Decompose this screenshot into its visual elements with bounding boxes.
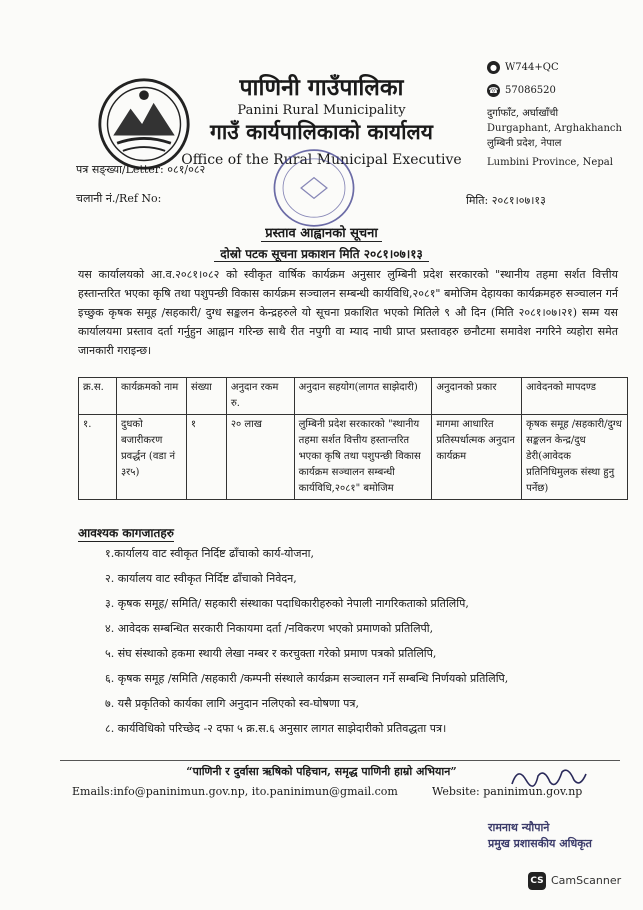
- list-item: ५. संघ संस्थाको हकमा स्थायी लेखा नम्बर र करचुक्ता गरेको प्रमाण पत्रको प्रतिलिपि,: [105, 647, 437, 660]
- footer-website: Website: paninimun.gov.np: [432, 785, 583, 798]
- municipality-name-en: Panini Rural Municipality: [237, 103, 406, 118]
- notice-title: [0, 223, 643, 241]
- list-item: ४. आवेदक सम्बन्धित सरकारी निकायमा दर्ता /नविकरण भएको प्रमाणको प्रतिलिपी,: [105, 622, 434, 635]
- footer-divider: [60, 760, 620, 761]
- document-date: मिति: २०८१।०७।१३: [466, 194, 546, 207]
- table-header-cell: संख्या: [186, 378, 226, 415]
- table-header-row: [79, 378, 628, 415]
- address-en: Durgaphant, Arghakhanch: [487, 123, 622, 134]
- requirements-list: [105, 546, 625, 746]
- list-item: ३. कृषक समूह/ समिति/ सहकारी संस्थाका पदाधिकारीहरुको नेपाली नागरिकताको प्रतिलिपि,: [105, 597, 469, 610]
- table-row: [79, 415, 628, 500]
- list-item: २. कार्यालय वाट स्वीकृत निर्दिष्ट ढाँचाको निवेदन,: [105, 572, 297, 585]
- list-item: १.कार्यालय वाट स्वीकृत निर्दिष्ट ढाँचाको कार्य-योजना,: [105, 547, 315, 560]
- camscanner-label: CamScanner: [551, 874, 622, 887]
- program-table: [78, 377, 628, 500]
- address-ne: दुर्गाफाँट, अर्घाखाँची: [487, 108, 559, 119]
- province-ne: लुम्बिनी प्रदेश, नेपाल: [487, 138, 562, 149]
- camscanner-watermark: [528, 872, 633, 900]
- signer-name: रामनाथ न्यौपाने: [488, 821, 550, 834]
- table-header-cell: अनुदानको प्रकार: [432, 378, 522, 415]
- notice-title-text: प्रस्ताव आह्वानको सूचना: [261, 226, 381, 242]
- signer-title: प्रमुख प्रशासकीय अधिकृत: [488, 837, 592, 850]
- office-name-ne: गाउँ कार्यपालिकाको कार्यालय: [210, 119, 433, 144]
- list-item: ८. कार्यविधिको परिच्छेद -२ दफा ५ क्र.स.६ अनुसार लागत साझेदारीको प्रतिवद्धता पत्र।: [105, 722, 447, 735]
- location-pin-icon: ●: [487, 61, 500, 74]
- notice-paragraph: यस कार्यालयको आ.व.२०८१।०८२ को स्वीकृत वार्षिक कार्यक्रम अनुसार लुम्बिनी प्रदेश सरकारको "स्थानीय तहमा सर्शत वित्तीय हस्तान्तरित भएका कृषि तथा पशुपन्छी विकास कार्यक्रम सञ्चालन सम्बन्धी कार्यविधि,२०८१" बमोजिम देहायका कार्यक्रमहरु सञ्चालन गर्न इच्छुक कृषक समूह /सहकारी/ दुग्ध सङ्कलन केन्द्रहरुले यो सूचना प्रकाशित भएको मितिले ९ औ दिन (मिति २०८१।०७।२१) सम्म यस कार्यालयमा प्रस्ताव दर्ता गर्नुहुन आह्वान गरिन्छ साथै रीत नपुगी वा म्याद नाघी प्राप्त प्रस्तावहरु छनौटमा समावेश नगरिने व्यहोरा समेत जानकारी गराइन्छ।: [78, 268, 618, 357]
- table-header-cell: कार्यक्रमको नाम: [116, 378, 186, 415]
- phone-icon: ☎: [488, 86, 499, 95]
- table-cell: मागमा आधारित प्रतिस्पर्धात्मक अनुदान कार्यक्रम: [432, 415, 522, 500]
- plus-code-text: W744+QC: [505, 62, 559, 73]
- table-header-cell: अनुदान रकम रु.: [226, 378, 294, 415]
- table-header-cell: आवेदनको मापदण्ड: [522, 378, 628, 415]
- municipality-name-ne: पाणिनी गाउँपालिका: [239, 74, 404, 101]
- table-cell: १: [186, 415, 226, 500]
- table-cell: १.: [79, 415, 117, 500]
- table-cell: लुम्बिनी प्रदेश सरकारको "स्थानीय तहमा सर्शत वित्तीय हस्तान्तरित भएका कृषि तथा पशुपन्छी विकास कार्यक्रम सञ्चालन सम्बन्धी कार्यविधि,२०८१" बमोजिम: [294, 415, 432, 500]
- table-header-cell: अनुदान सहयोग(लागत साझेदारी): [294, 378, 432, 415]
- footer-email: Emails:info@paninimun.gov.np, ito.paninimun@gmail.com: [72, 785, 398, 798]
- signature: [508, 762, 588, 794]
- notice-subtitle-text: दोस्रो पटक सूचना प्रकाशन मिति २०८१।०७।१३: [214, 247, 429, 262]
- contact-block: [487, 60, 622, 170]
- requirements-title: आवश्यक कागजातहरु: [78, 526, 174, 540]
- list-item: ६. कृषक समूह /समिति /सहकारी /कम्पनी संस्थाले कार्यक्रम सञ्चालन गर्ने सम्बन्धि निर्णयको प्रतिलिपि,: [105, 672, 509, 685]
- table-cell: दुधको बजारीकरण प्रवर्द्धन (वडा नं ३र५): [116, 415, 186, 500]
- table-cell: कृषक समूह /सहकारी/दुग्ध सङ्कलन केन्द्र/दुध डेरी(आवेदक प्रतिनिधिमुलक संस्था हुनु पर्नेछ): [522, 415, 628, 500]
- phone-text: 57086520: [505, 85, 556, 96]
- office-stamp: [268, 145, 360, 231]
- table-cell: २० लाख: [226, 415, 294, 500]
- table-header-cell: क्र.स.: [79, 378, 117, 415]
- notice-subtitle: [0, 245, 643, 262]
- contact-phone: [487, 83, 622, 98]
- footer-slogan: “पाणिनी र दुर्वासा ऋषिको पहिचान, समृद्ध पाणिनी हाम्रो अभियान”: [186, 765, 457, 778]
- office-name-en: Office of the Rural Municipal Executive: [181, 152, 462, 168]
- camscanner-icon: CS: [528, 872, 546, 890]
- province-en: Lumbini Province, Nepal: [487, 157, 613, 168]
- list-item: ७. यसै प्रकृतिको कार्यका लागि अनुदान नलिएको स्व-घोषणा पत्र,: [105, 697, 359, 710]
- contact-plus-code: [487, 60, 622, 75]
- letter-number: पत्र सङ्ख्या/Letter: ०८१/०८२: [76, 163, 206, 176]
- reference-number: चलानी नं./Ref No:: [76, 192, 162, 205]
- signer-block: [488, 820, 592, 852]
